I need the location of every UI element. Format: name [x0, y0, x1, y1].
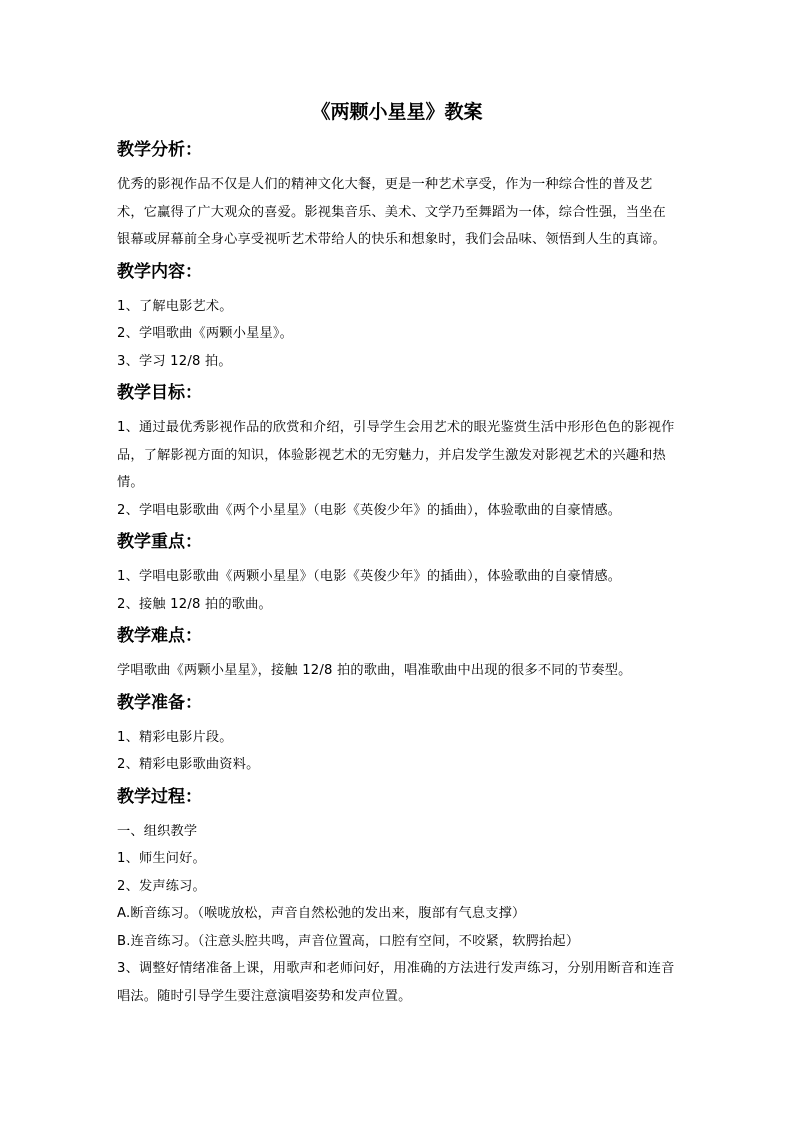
- document-title: 《两颗小星星》教案: [311, 101, 483, 123]
- list-item: 2、精彩电影歌曲资料。: [117, 757, 260, 772]
- section-heading: 教学目标：: [117, 383, 202, 403]
- section-difficulties: [117, 624, 679, 685]
- list-item: 2、发声练习。: [117, 878, 206, 894]
- section-objectives: [117, 381, 679, 524]
- paragraph: 学唱歌曲《两颗小星星》，接触 12/8 拍的歌曲，唱准歌曲中出现的很多不同的节奏型。: [117, 663, 632, 678]
- list-item: 1、师生问好。: [117, 851, 206, 866]
- list-item: 1、精彩电影片段。: [117, 729, 233, 745]
- section-heading: 教学过程：: [117, 786, 202, 807]
- section-preparation: [117, 691, 679, 779]
- list-item: 2、学唱歌曲《两颗小星星》。: [117, 326, 294, 341]
- list-item: 一、组织教学: [117, 823, 198, 839]
- section-heading: 教学内容：: [117, 261, 202, 282]
- section-heading: 教学重点：: [117, 532, 202, 552]
- list-item: 1、了解电影艺术。: [117, 298, 233, 314]
- list-item: 1、学唱电影歌曲《两颗小星星》（电影《英俊少年》的插曲），体验歌曲的自豪情感。: [117, 569, 622, 584]
- paragraph: 优秀的影视作品不仅是人们的精神文化大餐，更是一种艺术享受，作为一种综合性的普及艺术，它赢得了广大观众的喜爱。影视集音乐、美术、文学乃至舞蹈为一体，综合性强，当坐在银幕或屏幕前全身心享受视听艺术带给人的快乐和想象时，我们会品味、领悟到人生的真谛。: [117, 177, 666, 247]
- document-body: [117, 138, 679, 1010]
- section-heading: 教学准备：: [117, 692, 202, 713]
- list-item: 3、调整好情绪准备上课，用歌声和老师问好，用准确的方法进行发声练习，分别用断音和连音唱法。随时引导学生要注意演唱姿势和发声位置。: [117, 961, 675, 1004]
- list-item: 3、学习 12/8 拍。: [117, 353, 232, 369]
- list-item: 1、通过最优秀影视作品的欣赏和介绍，引导学生会用艺术的眼光鉴赏生活中形形色色的影视作品，了解影视方面的知识，体验影视艺术的无穷魅力，并启发学生激发对影视艺术的兴趣和热情。: [117, 420, 675, 490]
- section-content: [117, 260, 679, 376]
- section-key-points: [117, 530, 679, 618]
- list-item: 2、接触 12/8 拍的歌曲。: [117, 596, 272, 612]
- section-heading: 教学难点：: [117, 626, 202, 646]
- section-analysis: [117, 138, 679, 254]
- list-item: A.断音练习。（喉咙放松，声音自然松弛的发出来，腹部有气息支撑）: [117, 906, 526, 921]
- list-item: B.连音练习。（注意头腔共鸣，声音位置高，口腔有空间，不咬紧，软腭抬起）: [117, 933, 580, 949]
- list-item: 2、学唱电影歌曲《两个小星星》（电影《英俊少年》的插曲），体验歌曲的自豪情感。: [117, 502, 622, 518]
- section-process: [117, 785, 679, 1011]
- section-heading: 教学分析：: [117, 140, 202, 160]
